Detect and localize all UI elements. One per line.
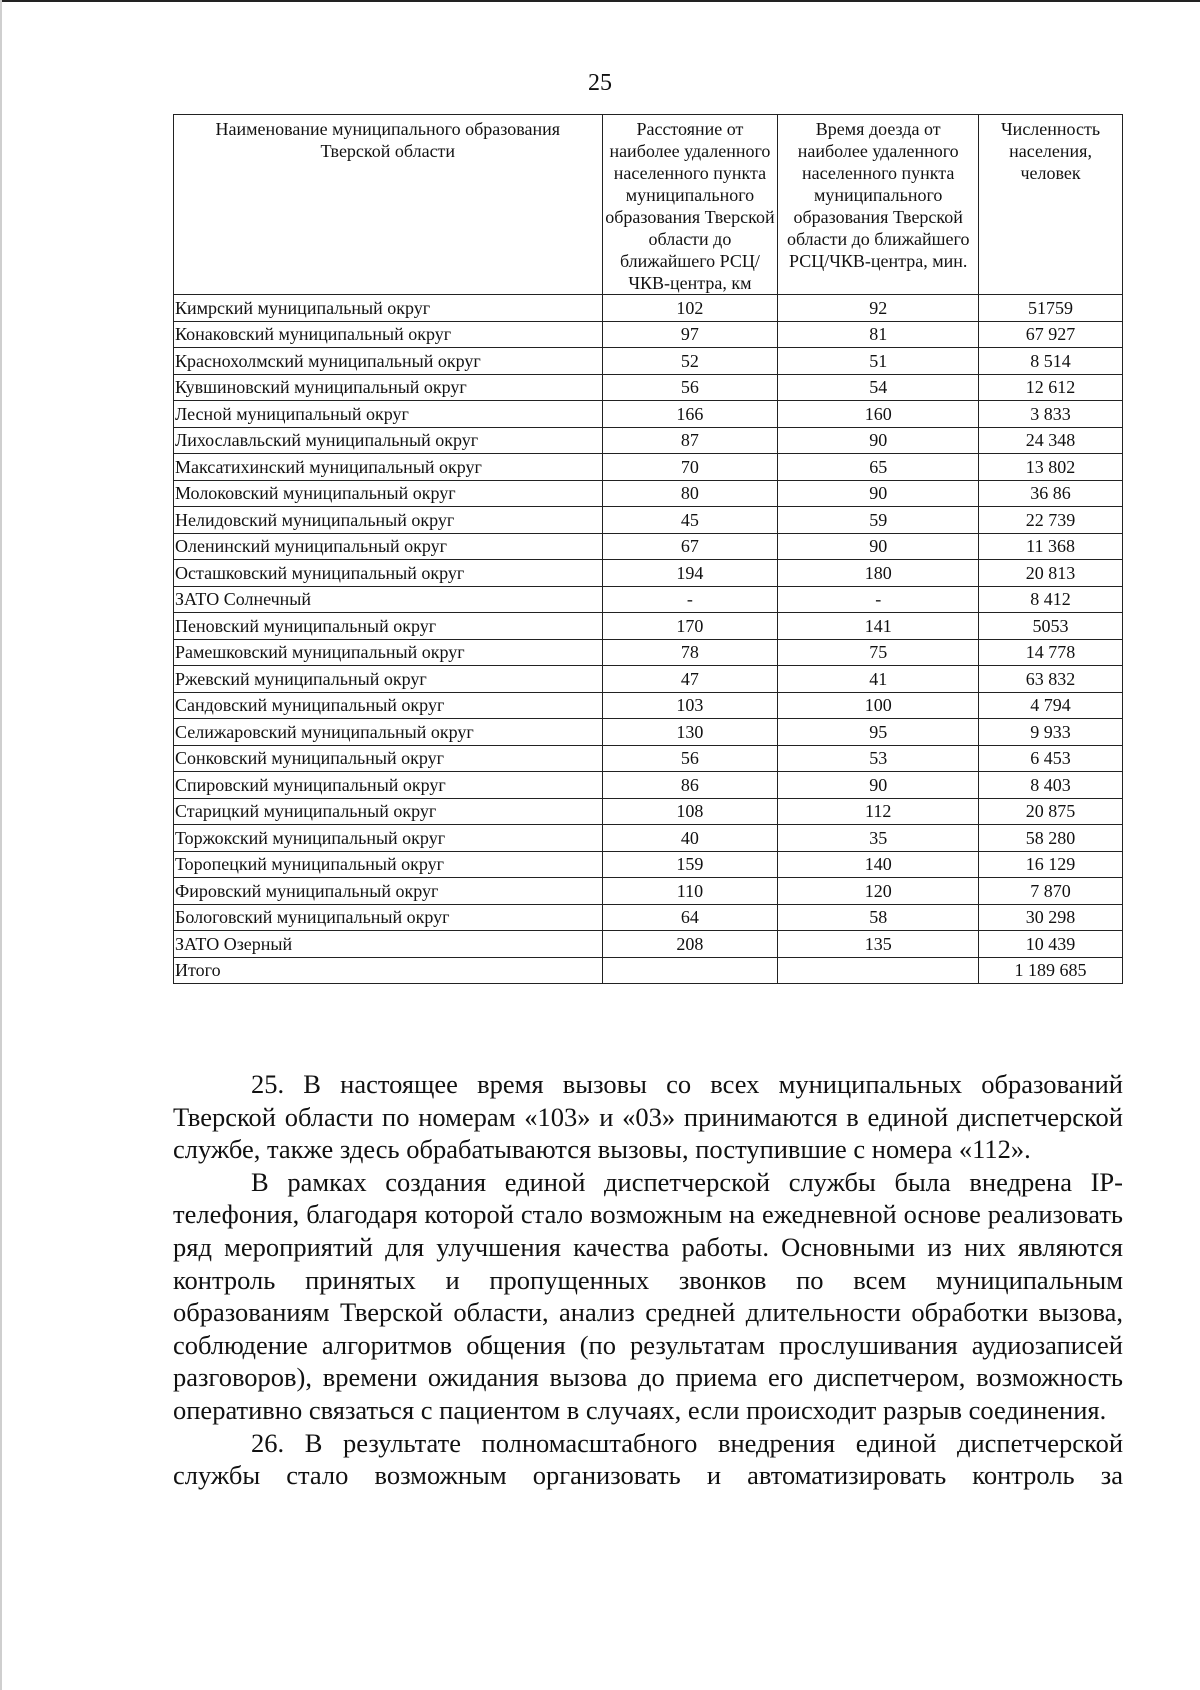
travel-time-min-cell: 54	[778, 374, 979, 401]
population-cell: 58 280	[979, 825, 1123, 852]
distance-km-cell: 47	[602, 666, 778, 693]
distance-km-cell: 108	[602, 798, 778, 825]
travel-time-min-cell: 140	[778, 851, 979, 878]
table-row	[174, 692, 1123, 719]
travel-time-min-cell: 100	[778, 692, 979, 719]
distance-km-cell: 52	[602, 348, 778, 375]
municipality-name-cell: Спировский муниципальный округ	[174, 772, 603, 799]
travel-time-min-cell: 58	[778, 904, 979, 931]
municipality-name-cell: Сандовский муниципальный округ	[174, 692, 603, 719]
travel-time-min-cell: 81	[778, 321, 979, 348]
municipality-name-cell: Молоковский муниципальный округ	[174, 480, 603, 507]
distance-km-cell: 67	[602, 533, 778, 560]
municipality-name-cell: Нелидовский муниципальный округ	[174, 507, 603, 534]
municipality-name-cell: Лихославльский муниципальный округ	[174, 427, 603, 454]
population-cell: 9 933	[979, 719, 1123, 746]
population-cell: 8 403	[979, 772, 1123, 799]
population-cell: 11 368	[979, 533, 1123, 560]
paragraph-25: 25. В настоящее время вызовы со всех муниципальных образований Тверской области по номерам «103» и «03» принимаются в единой диспетчерской службе, также здесь обрабатываются вызовы, поступившие с номера «112».	[173, 1069, 1123, 1165]
header-distance: Расстояние от наиболее удаленного населенного пункта муниципального образования Тверской области до ближайшего РСЦ/ЧКВ-центра, км	[602, 115, 778, 295]
municipality-name-cell: ЗАТО Солнечный	[174, 586, 603, 613]
page-number: 25	[588, 70, 612, 96]
municipality-name-cell: Селижаровский муниципальный округ	[174, 719, 603, 746]
table-row	[174, 560, 1123, 587]
municipal-distance-table	[173, 114, 1123, 984]
header-travel-time: Время доезда от наиболее удаленного населенного пункта муниципального образования Тверской области до ближайшего РСЦ/ЧКВ-центра, мин.	[778, 115, 979, 295]
distance-km-cell: 86	[602, 772, 778, 799]
header-municipality: Наименование муниципального образования Тверской области	[174, 115, 603, 295]
distance-km-cell: 80	[602, 480, 778, 507]
table-row	[174, 851, 1123, 878]
paragraph-ip-telephony: В рамках создания единой диспетчерской службы была внедрена IP-телефония, благодаря которой стало возможным на ежедневной основе реализовать ряд мероприятий для улучшения качества работы. Основными из них являются контроль принятых и пропущенных звонков по всем муниципальным образованиям Тверской области, анализ средней длительности обработки вызова, соблюдение алгоритмов общения (по результатам прослушивания аудиозаписей разговоров), времени ожидания вызова до приема его диспетчером, возможность оперативно связаться с пациентом в случаях, если происходит разрыв соединения.	[173, 1166, 1123, 1425]
population-cell: 63 832	[979, 666, 1123, 693]
paragraph-26: 26. В результате полномасштабного внедрения единой диспетчерской службы стало возможным организовать и автоматизировать контроль за	[173, 1427, 1123, 1491]
distance-km-cell: 159	[602, 851, 778, 878]
table-row	[174, 719, 1123, 746]
travel-time-min-cell: 92	[778, 295, 979, 322]
distance-km-cell: 45	[602, 507, 778, 534]
municipality-name-cell: Торжокский муниципальный округ	[174, 825, 603, 852]
distance-km-cell: 194	[602, 560, 778, 587]
distance-km-cell: 78	[602, 639, 778, 666]
population-cell: 20 875	[979, 798, 1123, 825]
population-cell: 13 802	[979, 454, 1123, 481]
population-cell: 7 870	[979, 878, 1123, 905]
municipality-name-cell: Пеновский муниципальный округ	[174, 613, 603, 640]
population-cell: 3 833	[979, 401, 1123, 428]
municipality-name-cell: Сонковский муниципальный округ	[174, 745, 603, 772]
table-row	[174, 931, 1123, 958]
travel-time-min-cell: 65	[778, 454, 979, 481]
travel-time-min-cell: 53	[778, 745, 979, 772]
travel-time-min-cell: -	[778, 586, 979, 613]
distance-km-cell: 97	[602, 321, 778, 348]
travel-time-min-cell: 160	[778, 401, 979, 428]
distance-km-cell: 87	[602, 427, 778, 454]
municipality-name-cell: ЗАТО Озерный	[174, 931, 603, 958]
table-row	[174, 427, 1123, 454]
travel-time-min-cell: 90	[778, 427, 979, 454]
municipality-name-cell: Итого	[174, 957, 603, 984]
municipality-name-cell: Лесной муниципальный округ	[174, 401, 603, 428]
header-population: Численность населения, человек	[979, 115, 1123, 295]
population-cell: 4 794	[979, 692, 1123, 719]
travel-time-min-cell: 135	[778, 931, 979, 958]
municipality-name-cell: Рамешковский муниципальный округ	[174, 639, 603, 666]
population-cell: 30 298	[979, 904, 1123, 931]
table-row	[174, 348, 1123, 375]
travel-time-min-cell: 141	[778, 613, 979, 640]
distance-km-cell: 166	[602, 401, 778, 428]
distance-km-cell: 110	[602, 878, 778, 905]
body-text	[173, 1068, 1123, 1492]
table-row	[174, 878, 1123, 905]
population-cell: 1 189 685	[979, 957, 1123, 984]
population-cell: 8 514	[979, 348, 1123, 375]
travel-time-min-cell: 95	[778, 719, 979, 746]
table-row	[174, 586, 1123, 613]
travel-time-min-cell: 90	[778, 480, 979, 507]
distance-km-cell: 170	[602, 613, 778, 640]
population-cell: 5053	[979, 613, 1123, 640]
population-cell: 12 612	[979, 374, 1123, 401]
table-row	[174, 666, 1123, 693]
municipality-name-cell: Конаковский муниципальный округ	[174, 321, 603, 348]
travel-time-min-cell: 180	[778, 560, 979, 587]
distance-km-cell: 208	[602, 931, 778, 958]
distance-km-cell: 103	[602, 692, 778, 719]
population-cell: 10 439	[979, 931, 1123, 958]
left-scan-border	[0, 0, 2, 1690]
population-cell: 6 453	[979, 745, 1123, 772]
table-row	[174, 321, 1123, 348]
distance-km-cell: 102	[602, 295, 778, 322]
population-cell: 14 778	[979, 639, 1123, 666]
travel-time-min-cell: 75	[778, 639, 979, 666]
municipality-name-cell: Осташковский муниципальный округ	[174, 560, 603, 587]
population-cell: 8 412	[979, 586, 1123, 613]
table-row	[174, 401, 1123, 428]
distance-km-cell: 130	[602, 719, 778, 746]
table-row	[174, 533, 1123, 560]
table-row	[174, 825, 1123, 852]
municipality-name-cell: Кимрский муниципальный округ	[174, 295, 603, 322]
distance-km-cell: -	[602, 586, 778, 613]
distance-km-cell: 64	[602, 904, 778, 931]
municipality-name-cell: Ржевский муниципальный округ	[174, 666, 603, 693]
population-cell: 51759	[979, 295, 1123, 322]
table-row	[174, 374, 1123, 401]
population-cell: 20 813	[979, 560, 1123, 587]
population-cell: 24 348	[979, 427, 1123, 454]
municipality-name-cell: Старицкий муниципальный округ	[174, 798, 603, 825]
population-cell: 22 739	[979, 507, 1123, 534]
distance-km-cell	[602, 957, 778, 984]
distance-km-cell: 56	[602, 745, 778, 772]
population-cell: 67 927	[979, 321, 1123, 348]
municipality-name-cell: Бологовский муниципальный округ	[174, 904, 603, 931]
table-row	[174, 639, 1123, 666]
table-row	[174, 295, 1123, 322]
travel-time-min-cell	[778, 957, 979, 984]
table-body	[174, 295, 1123, 984]
table-row	[174, 454, 1123, 481]
top-scan-border	[0, 0, 1200, 2]
travel-time-min-cell: 90	[778, 533, 979, 560]
municipality-name-cell: Максатихинский муниципальный округ	[174, 454, 603, 481]
travel-time-min-cell: 51	[778, 348, 979, 375]
municipality-name-cell: Фировский муниципальный округ	[174, 878, 603, 905]
table-header-row	[174, 115, 1123, 295]
travel-time-min-cell: 59	[778, 507, 979, 534]
travel-time-min-cell: 90	[778, 772, 979, 799]
municipality-name-cell: Кувшиновский муниципальный округ	[174, 374, 603, 401]
total-row	[174, 957, 1123, 984]
travel-time-min-cell: 112	[778, 798, 979, 825]
distance-km-cell: 40	[602, 825, 778, 852]
municipality-name-cell: Торопецкий муниципальный округ	[174, 851, 603, 878]
population-cell: 16 129	[979, 851, 1123, 878]
population-cell: 36 86	[979, 480, 1123, 507]
table-row	[174, 613, 1123, 640]
table-row	[174, 798, 1123, 825]
table-row	[174, 772, 1123, 799]
travel-time-min-cell: 120	[778, 878, 979, 905]
distance-km-cell: 70	[602, 454, 778, 481]
table-row	[174, 904, 1123, 931]
travel-time-min-cell: 35	[778, 825, 979, 852]
distance-km-cell: 56	[602, 374, 778, 401]
travel-time-min-cell: 41	[778, 666, 979, 693]
municipality-name-cell: Краснохолмский муниципальный округ	[174, 348, 603, 375]
table-row	[174, 507, 1123, 534]
table-row	[174, 745, 1123, 772]
table-row	[174, 480, 1123, 507]
municipality-name-cell: Оленинский муниципальный округ	[174, 533, 603, 560]
